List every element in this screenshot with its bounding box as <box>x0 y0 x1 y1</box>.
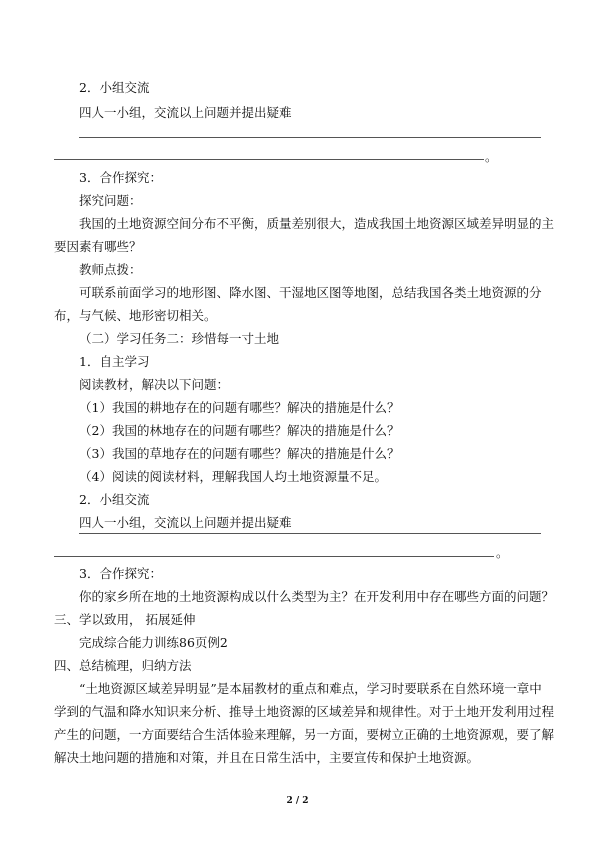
paragraph: 产生的问题，一方面要结合生活体验来理解，另一方面，要树立正确的土地资源观，要了解 <box>54 727 555 742</box>
paragraph: 你的家乡所在地的土地资源构成以什么类型为主？在开发利用中存在哪些方面的问题？ <box>79 589 555 604</box>
answer-line-period: 。 <box>496 545 509 560</box>
answer-line-period: 。 <box>485 149 498 164</box>
paragraph: 完成综合能力训练86页例2 <box>79 635 228 650</box>
question-item: （2）我国的林地存在的问题有哪些？解决的措施是什么？ <box>79 423 400 438</box>
numbered-heading: 2．小组交流 <box>79 80 150 95</box>
paragraph: 要因素有哪些？ <box>54 239 142 254</box>
section-heading: （二）学习任务二：珍惜每一寸土地 <box>79 331 280 346</box>
paragraph: 学到的气温和降水知识来分析、推导土地资源的区域差异和规律性。对于土地开发利用过程 <box>54 704 555 719</box>
page-number: 2 / 2 <box>286 796 309 806</box>
paragraph: “土地资源区域差异明显”是本届教材的重点和难点，学习时要联系在自然环境一章中 <box>79 681 542 696</box>
paragraph: 四人一小组，交流以上问题并提出疑难 <box>79 515 292 530</box>
numbered-heading: 3．合作探究： <box>79 170 162 185</box>
question-item: （1）我国的耕地存在的问题有哪些？解决的措施是什么？ <box>79 400 400 415</box>
label: 探究问题： <box>79 193 142 208</box>
paragraph: 阅读教材，解决以下问题： <box>79 377 230 392</box>
answer-line <box>54 159 484 160</box>
answer-line <box>79 137 541 138</box>
paragraph: 解决土地问题的措施和对策，并且在日常生活中，主要宣传和保护土地资源。 <box>54 750 480 765</box>
answer-line <box>79 533 541 534</box>
numbered-heading: 2．小组交流 <box>79 492 150 507</box>
paragraph: 我国的土地资源空间分布不平衡，质量差别很大，造成我国土地资源区域差异明显的主 <box>79 216 555 231</box>
paragraph: 可联系前面学习的地形图、降水图、干湿地区图等地图，总结我国各类土地资源的分 <box>79 285 542 300</box>
question-item: （3）我国的草地存在的问题有哪些？解决的措施是什么？ <box>79 446 400 461</box>
answer-line <box>54 556 494 557</box>
paragraph: 布，与气候、地形密切相关。 <box>54 308 217 323</box>
label: 教师点拨： <box>79 262 142 277</box>
numbered-heading: 1．自主学习 <box>79 354 150 369</box>
question-item: （4）阅读的阅读材料，理解我国人均土地资源量不足。 <box>79 469 387 484</box>
section-heading: 四、总结梳理，归纳方法 <box>54 658 192 673</box>
section-heading: 三、学以致用， 拓展延伸 <box>54 612 196 627</box>
paragraph: 四人一小组，交流以上问题并提出疑难 <box>79 105 292 120</box>
numbered-heading: 3．合作探究： <box>79 566 162 581</box>
